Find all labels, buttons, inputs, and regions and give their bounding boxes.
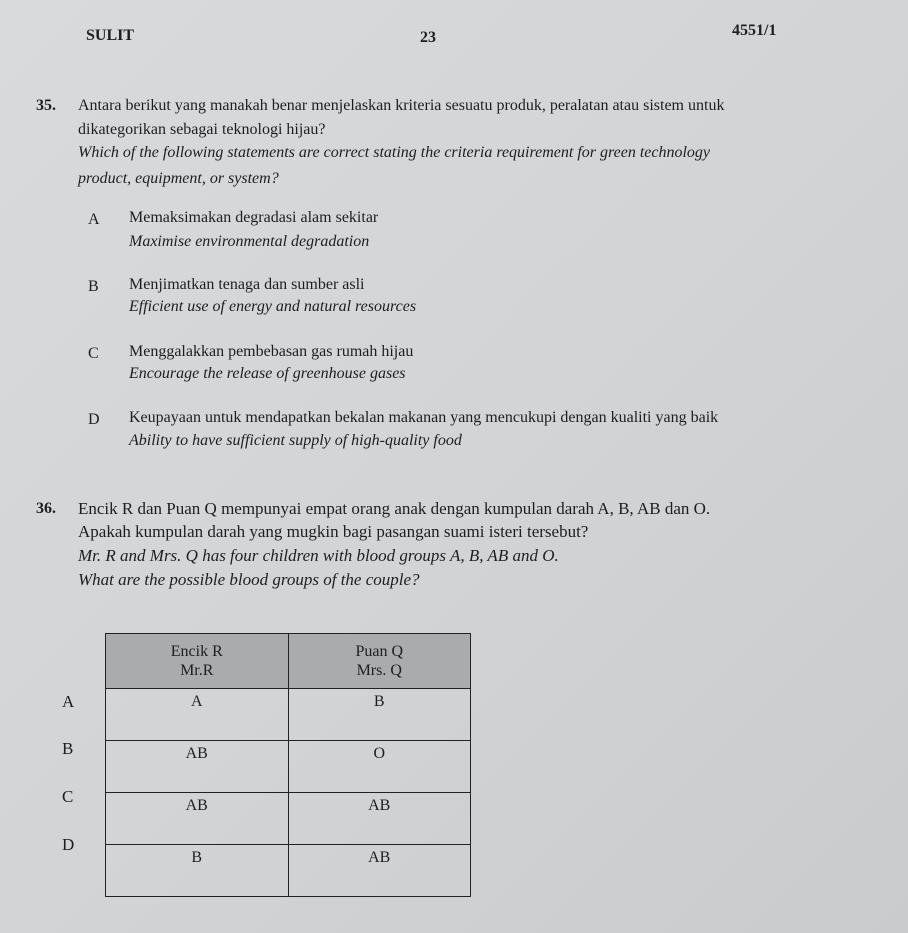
table-header-row [106,634,471,689]
blood-group-table [105,633,471,897]
option-letter: B [62,739,74,758]
option-text-en: Ability to have sufficient supply of high-quality food [129,432,462,449]
table-row [106,845,471,897]
option-letter: A [62,692,75,711]
cell-mr-r: B [106,845,289,897]
question-number: 35. [36,97,56,114]
header-mrs-q [288,634,471,689]
option-letter: B [88,278,99,295]
option-letter: D [62,835,75,854]
option-text-ms: Menjimatkan tenaga dan sumber asli [129,276,365,293]
question-text-en: Mr. R and Mrs. Q has four children with blood groups A, B, AB and O. [78,546,559,565]
question-text-ms: Apakah kumpulan darah yang mugkin bagi pasangan suami isteri tersebut? [78,522,589,541]
cell-mr-r: AB [106,793,289,845]
question-text-en: product, equipment, or system? [78,170,279,187]
option-text-ms: Memaksimakan degradasi alam sekitar [129,209,379,226]
cell-mrs-q: AB [288,845,471,897]
question-text-en: Which of the following statements are correct stating the criteria requirement for green technology [78,144,711,161]
option-text-en: Maximise environmental degradation [129,233,370,250]
option-letter: A [88,211,100,228]
cell-mrs-q: B [288,689,471,741]
question-text-ms: Antara berikut yang manakah benar menjelaskan kriteria sesuatu produk, peralatan atau sistem untuk [78,97,725,114]
header-en: Mrs. Q [356,662,402,679]
header-en: Mr.R [180,662,214,679]
header-ms: Puan Q [355,643,404,660]
option-letter: D [88,411,100,428]
question-text-ms: dikategorikan sebagai teknologi hijau? [78,121,326,138]
cell-mrs-q: AB [288,793,471,845]
page-number: 23 [420,29,436,46]
header-ms: Encik R [170,643,223,660]
table-row [106,793,471,845]
option-text-ms: Keupayaan untuk mendapatkan bekalan makanan yang mencukupi dengan kualiti yang baik [129,409,719,426]
header-mr-r [106,634,289,689]
question-text-en: What are the possible blood groups of the couple? [78,570,420,589]
cell-mr-r: A [106,689,289,741]
cell-mr-r: AB [106,741,289,793]
question-text-ms: Encik R dan Puan Q mempunyai empat orang anak dengan kumpulan darah A, B, AB dan O. [78,499,711,518]
cell-mrs-q: O [288,741,471,793]
option-letter: C [88,345,99,362]
paper-code: 4551/1 [732,22,777,39]
option-letter: C [62,787,74,806]
table-row [106,741,471,793]
question-number: 36. [36,500,56,517]
sulit-label: SULIT [86,27,135,44]
option-text-ms: Menggalakkan pembebasan gas rumah hijau [129,343,414,360]
option-text-en: Efficient use of energy and natural resources [129,298,417,315]
table-row [106,689,471,741]
option-text-en: Encourage the release of greenhouse gases [129,365,406,382]
